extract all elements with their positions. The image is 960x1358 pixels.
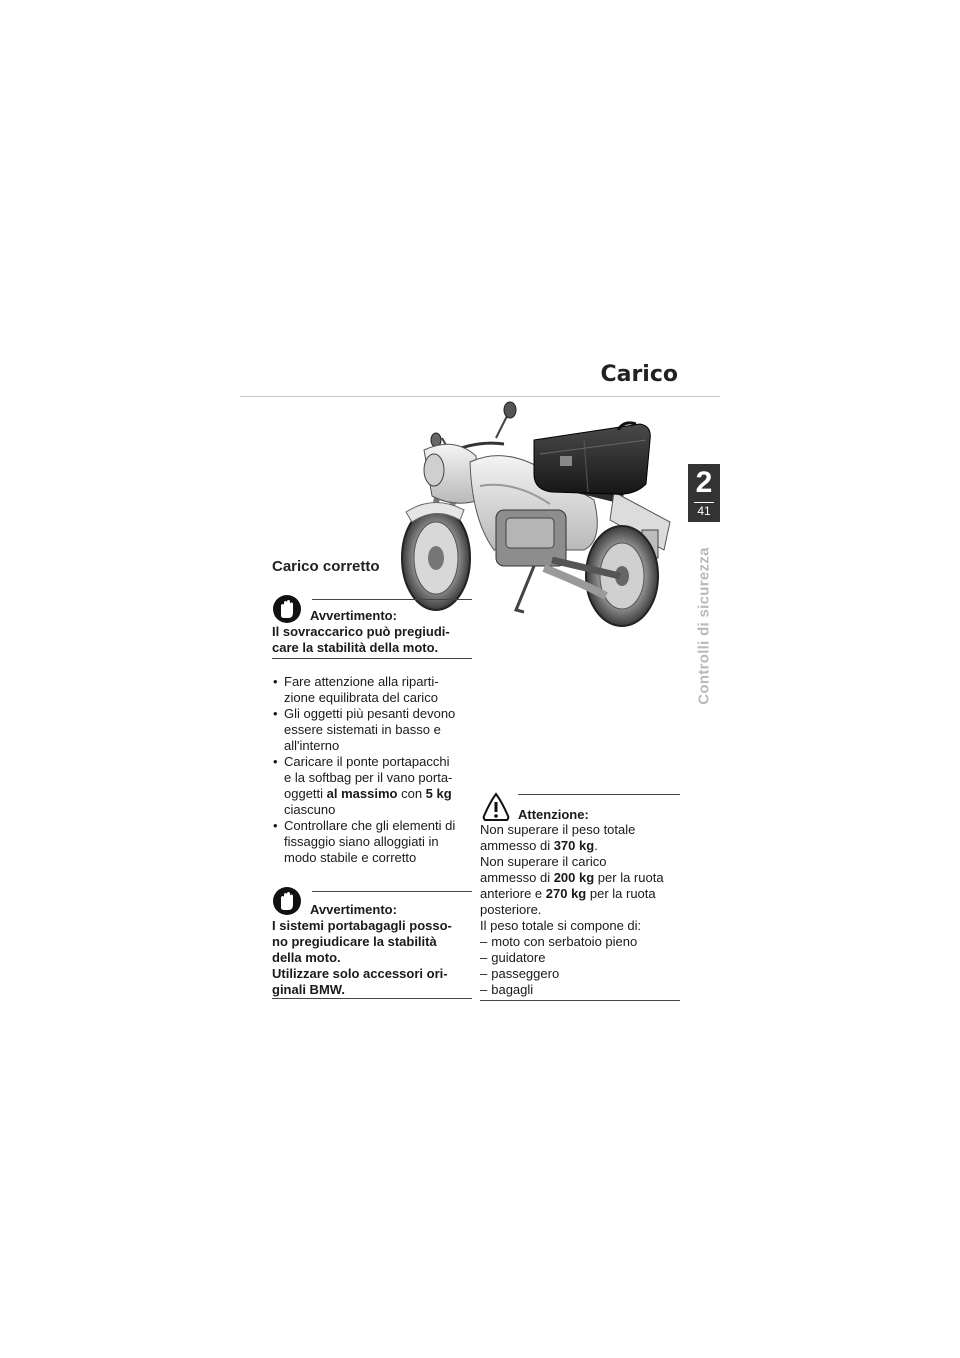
- text-fragment: anteriore e: [480, 886, 546, 901]
- text-fragment: per la ruota: [586, 886, 656, 901]
- list-item-line: essere sistemati in basso e: [284, 722, 441, 737]
- warning-line: ginali BMW.: [272, 982, 345, 997]
- section-heading: Carico corretto: [272, 558, 380, 575]
- attention-line: Non superare il carico: [480, 854, 607, 869]
- list-item-line: [284, 786, 472, 802]
- list-item: [272, 818, 472, 866]
- total-weight-limit: 370 kg: [553, 838, 595, 853]
- warning-line: della moto.: [272, 950, 341, 965]
- text-fragment: .: [594, 838, 598, 853]
- text-fragment: ammesso di: [480, 870, 554, 885]
- attention-line: posteriore.: [480, 902, 542, 917]
- list-item-text: moto con serbatoio pieno: [491, 934, 638, 949]
- warning-text: [272, 918, 472, 998]
- exclamation-icon: [482, 792, 510, 822]
- hand-stop-icon: [272, 886, 302, 916]
- loading-instructions-list: [272, 674, 472, 866]
- text-fragment: con: [397, 786, 426, 801]
- list-item: [480, 966, 680, 982]
- attention-top-rule: [518, 794, 680, 795]
- warning-bottom-rule: [272, 998, 472, 999]
- list-item: [480, 950, 680, 966]
- weight-components-list: [480, 934, 680, 998]
- list-item: [272, 674, 472, 706]
- list-item: [272, 706, 472, 754]
- dash-marker: –: [480, 966, 488, 981]
- chapter-number: 2: [695, 466, 713, 499]
- attention-text: [480, 822, 680, 998]
- warning-line: Il sovraccarico può pregiudi-: [272, 624, 450, 639]
- front-axle-limit: 200 kg: [553, 870, 595, 885]
- text-fragment: ammesso di: [480, 838, 554, 853]
- dash-marker: –: [480, 934, 488, 949]
- warning-text: [272, 624, 472, 656]
- warning-line: I sistemi portabagagli posso-: [272, 918, 452, 933]
- list-item-line: fissaggio siano alloggiati in: [284, 834, 439, 849]
- attention-bottom-rule: [480, 1000, 680, 1001]
- list-item-line: • Gli oggetti più pesanti devono: [284, 706, 456, 721]
- warning-bottom-rule: [272, 658, 472, 659]
- list-item-text: passeggero: [491, 966, 560, 981]
- attention-line: Non superare il peso totale: [480, 822, 636, 837]
- list-item-line: zione equilibrata del carico: [284, 690, 438, 705]
- list-item: [480, 934, 680, 950]
- chapter-tab-divider: [694, 502, 714, 503]
- dash-marker: –: [480, 982, 488, 997]
- page-title: Carico: [600, 362, 678, 387]
- list-item-line: modo stabile e corretto: [284, 850, 417, 865]
- attention-line: [480, 838, 680, 854]
- page-number: 41: [697, 504, 711, 518]
- warning-label: Avvertimento:: [310, 608, 397, 623]
- warning-label: Avvertimento:: [310, 902, 397, 917]
- list-item-line: all'interno: [284, 738, 340, 753]
- text-fragment: oggetti: [284, 786, 327, 801]
- side-section-label: Controlli di sicurezza: [695, 547, 713, 705]
- attention-box: [480, 788, 680, 1002]
- attention-line: Il peso totale si compone di:: [480, 918, 642, 933]
- dash-marker: –: [480, 950, 488, 965]
- warning-line: no pregiudicare la stabilità: [272, 934, 437, 949]
- list-item-line: e la softbag per il vano porta-: [284, 770, 453, 785]
- rear-axle-limit: 270 kg: [545, 886, 587, 901]
- warning-line: care la stabilità della moto.: [272, 640, 439, 655]
- warning-box-overload: [272, 592, 472, 662]
- warning-line: Utilizzare solo accessori ori-: [272, 966, 448, 981]
- list-item: [480, 982, 680, 998]
- list-item-line: ciascuno: [284, 802, 336, 817]
- warning-top-rule: [312, 599, 472, 600]
- attention-line: [480, 886, 680, 902]
- chapter-tab: [688, 464, 720, 522]
- weight-limit: 5 kg: [425, 786, 452, 801]
- list-item-text: bagagli: [491, 982, 534, 997]
- attention-line: [480, 870, 680, 886]
- emphasis: al massimo: [326, 786, 398, 801]
- list-item-line: • Fare attenzione alla riparti-: [284, 674, 439, 689]
- list-item-line: • Caricare il ponte portapacchi: [284, 754, 450, 769]
- list-item-line: • Controllare che gli elementi di: [284, 818, 456, 833]
- attention-label: Attenzione:: [518, 807, 589, 822]
- header-rule: [240, 396, 720, 397]
- text-fragment: per la ruota: [594, 870, 664, 885]
- list-item: [272, 754, 472, 818]
- list-item-text: guidatore: [491, 950, 546, 965]
- hand-stop-icon: [272, 594, 302, 624]
- warning-box-luggage-systems: [272, 884, 472, 1002]
- warning-top-rule: [312, 891, 472, 892]
